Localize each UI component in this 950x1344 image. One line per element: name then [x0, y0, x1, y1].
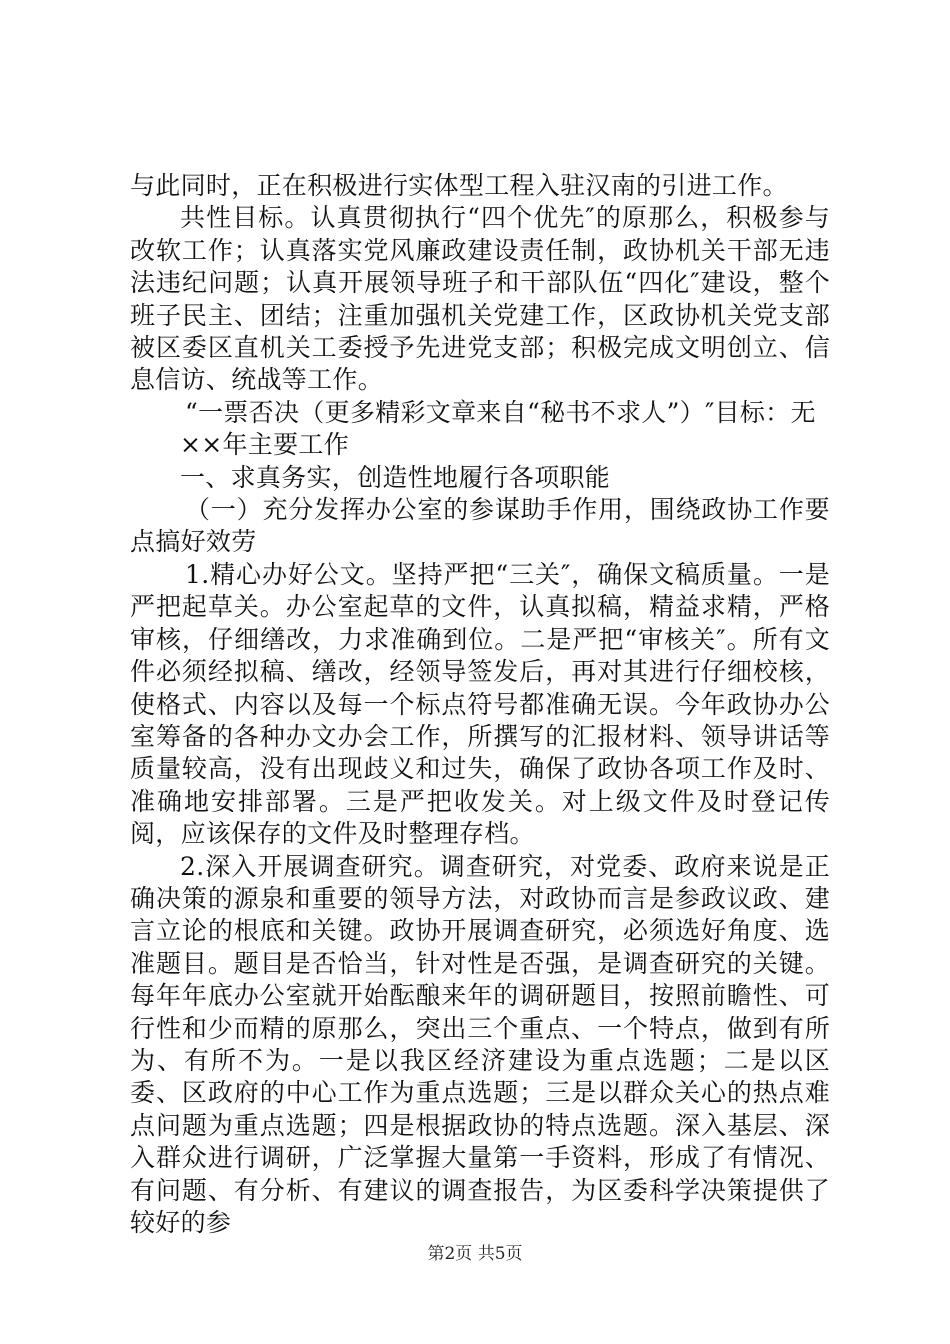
heading-main-work: ××年主要工作	[180, 430, 349, 460]
document-body	[130, 170, 830, 1239]
paragraph-documents: 1.精心办好公文。坚持严把“三关″，确保文稿质量。一是严把起草关。办公室起草的文件，认真拟稿，精益求精，严格审核，仔细缮改，力求准确到位。二是严把“审核关″。所有文件必须经拟稿、缮改，经领导签发后，再对其进行仔细校核，使格式、内容以及每一个标点符号都准确无误。今年政协办公室筹备的各种办文办会工作，所撰写的汇报材料、领导讲话等质量较高，没有出现歧义和过失，确保了政协各项工作及时、准确地安排部署。三是严把收发关。对上级文件及时登记传阅，应该保存的文件及时整理存档。	[130, 559, 830, 849]
paragraph-research: 2.深入开展调查研究。调查研究，对党委、政府来说是正确决策的源泉和重要的领导方法，对政协而言是参政议政、建言立论的根底和关键。政协开展调查研究，必须选好角度、选准题目。题目是否恰当，针对性是否强，是调查研究的关键。每年年底办公室就开始酝酿来年的调研题目，按照前瞻性、可行性和少而精的原那么，突出三个重点、一个特点，做到有所为、有所不为。一是以我区经济建设为重点选题；二是以区委、区政府的中心工作为重点选题；三是以群众关心的热点难点问题为重点选题；四是根据政协的特点选题。深入基层、深入群众进行调研，广泛掌握大量第一手资料，形成了有情况、有问题、有分析、有建议的调查报告，为区委科学决策提供了较好的参	[130, 851, 830, 1237]
paragraph-common-goals: 共性目标。认真贯彻执行“四个优先″的原那么，积极参与改软工作；认真落实党风廉政建设责任制，政协机关干部无违法违纪问题；认真开展领导班子和干部队伍“四化″建设，整个班子民主、团结；注重加强机关党建工作，区政协机关党支部被区委区直机关工委授予先进党支部；积极完成文明创立、信息信访、统战等工作。	[130, 203, 830, 395]
page-number-footer: 第2页 共5页	[427, 1244, 523, 1264]
paragraph-veto-goal: “一票否决（更多精彩文章来自“秘书不求人”）″目标：无	[185, 397, 816, 427]
heading-subsection-one: （一）充分发挥办公室的参谋助手作用，围绕政协工作要点搞好效劳	[130, 495, 830, 557]
heading-section-one: 一、求真务实，创造性地履行各项职能	[180, 462, 611, 492]
paragraph-continuation: 与此同时，正在积极进行实体型工程入驻汉南的引进工作。	[130, 171, 788, 200]
